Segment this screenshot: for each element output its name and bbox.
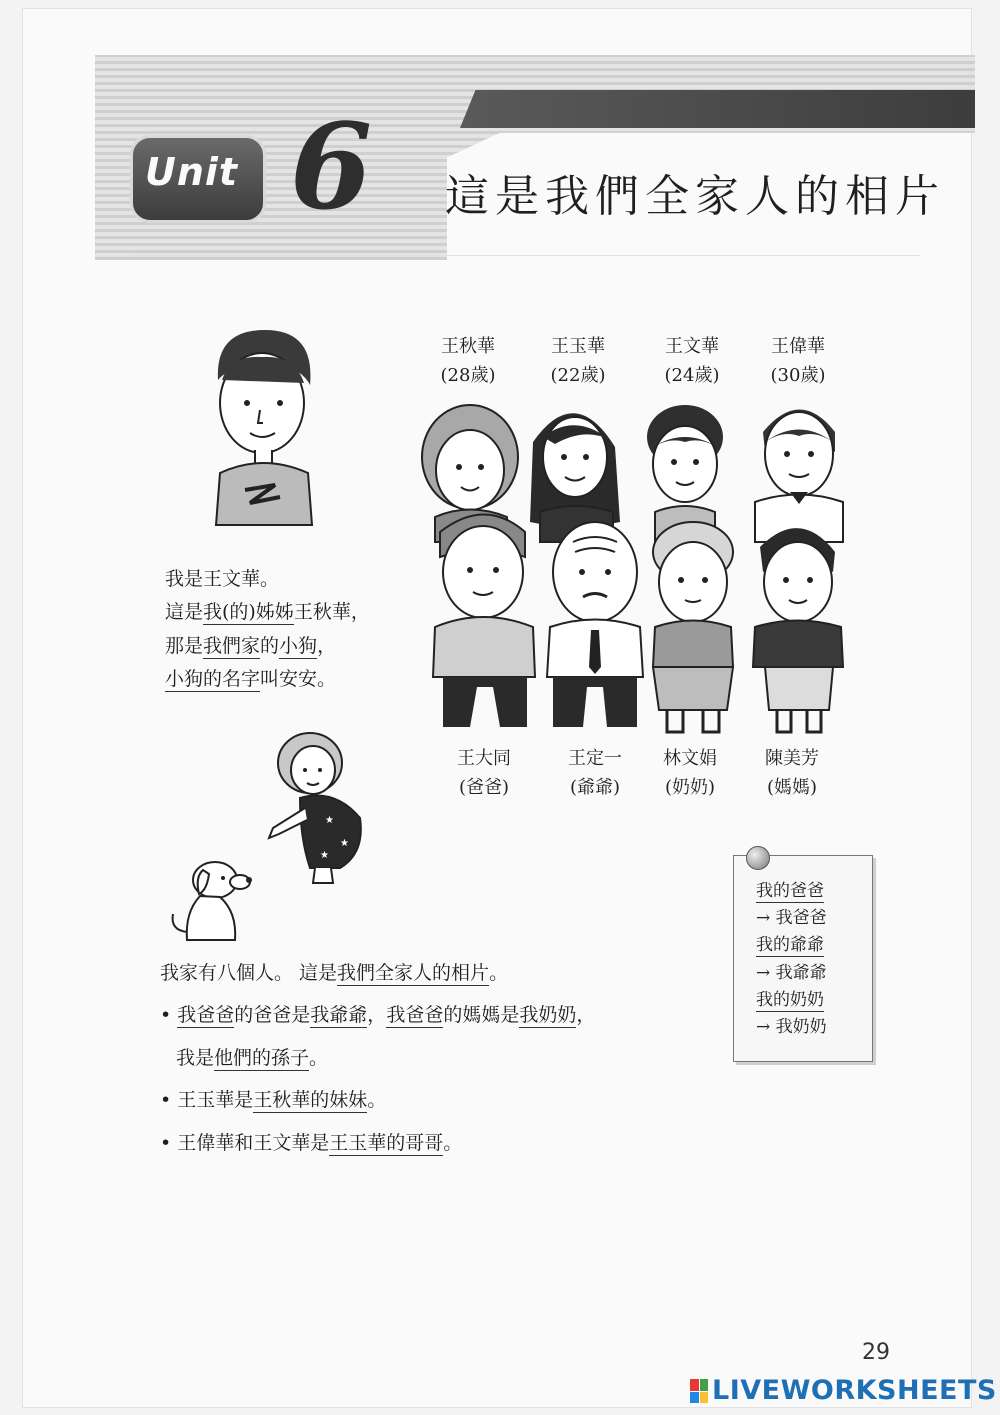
page-title: 這是我們全家人的相片 <box>445 171 945 222</box>
watermark: LIVEWORKSHEETS <box>712 1375 997 1406</box>
name-label-wang-yuhua: 王玉華 (22歲) <box>550 336 606 386</box>
note-line: 我的爸爸 <box>756 881 824 901</box>
unit-label: Unit <box>145 150 239 194</box>
note-line: → 我奶奶 <box>756 1016 827 1037</box>
name-label-lin-wenjuan: 林文娟 (奶奶) <box>663 748 717 798</box>
note-line: → 我爸爸 <box>756 908 827 929</box>
name-label-wang-qiuhua: 王秋華 (28歲) <box>440 336 496 386</box>
name-label-wang-datong: 王大同 (爸爸) <box>457 748 511 798</box>
name-label-wang-dingyi: 王定一 (爺爺) <box>568 748 622 798</box>
family-illustration <box>415 392 855 747</box>
page-number: 29 <box>862 1340 890 1365</box>
name-label-wang-weihua: 王偉華 (30歲) <box>770 336 826 386</box>
boy-illustration <box>200 325 330 540</box>
dog-illustration <box>165 852 260 947</box>
note-line: → 我爺爺 <box>756 962 827 983</box>
vocab-note <box>733 855 873 1062</box>
note-line: 我的爺爺 <box>756 935 824 956</box>
note-line: 我的奶奶 <box>756 989 824 1010</box>
name-label-wang-wenhua: 王文華 (24歲) <box>664 336 720 386</box>
girl-illustration <box>265 728 375 888</box>
name-label-chen-meifang: 陳美芳 (媽媽) <box>765 748 819 798</box>
intro-text: 我是王文華。 這是我(的)姊姊王秋華， 那是我們家的小狗， 小狗的名字叫安安。 <box>165 568 370 690</box>
header-dark-bar <box>460 90 975 128</box>
pin-icon <box>746 846 770 870</box>
summary-text: 我家有八個人。 這是我們全家人的相片。 • 我爸爸的爸爸是我爺爺，我爸爸的媽媽是我奶奶， 我是他們的孫子。 • 王玉華是王秋華的妹妹。 • 王偉華和王文華是王玉華的哥哥。 <box>160 962 596 1154</box>
liveworksheets-logo-icon <box>690 1379 708 1403</box>
svg-text:★: ★ <box>340 838 349 849</box>
unit-number: 6 <box>290 97 373 236</box>
divider <box>130 255 920 256</box>
svg-text:★: ★ <box>325 815 334 826</box>
svg-text:★: ★ <box>320 850 329 861</box>
